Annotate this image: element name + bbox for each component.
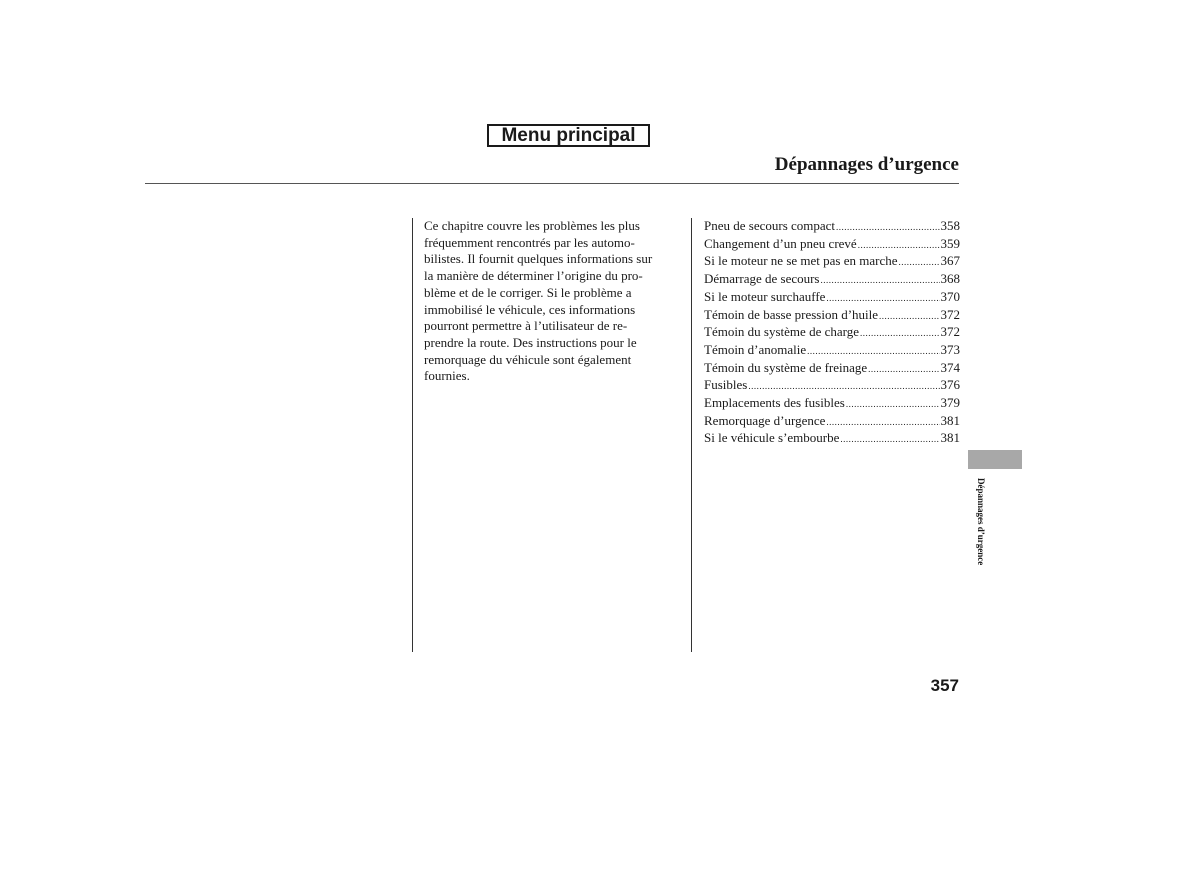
toc-entry-page: 368 [940,271,960,287]
dot-leader [860,325,940,342]
toc-entry-page: 358 [940,218,960,233]
toc-entry-label: Pneu de secours compact [704,218,836,233]
dot-leader [826,414,939,431]
intro-line: la manière de déterminer l’origine du pro- [424,268,643,284]
column-divider-middle [691,218,692,652]
intro-line: fréquemment rencontrés par les automo- [424,234,635,250]
chapter-tab-marker [968,450,1022,469]
toc-entry-systeme-charge[interactable] [704,324,960,342]
toc-entry-page: 379 [940,395,960,411]
column-divider-left [412,218,413,652]
main-menu-button[interactable]: Menu principal [487,124,650,147]
toc-entry-label: Fusibles [704,377,748,393]
toc-entry-label: Si le moteur ne se met pas en marche [704,253,898,269]
toc-entry-remorquage[interactable] [704,413,960,431]
dot-leader [836,219,939,236]
dot-leader [826,290,939,307]
dot-leader [846,396,940,413]
toc-entry-embourbe[interactable] [704,430,960,448]
toc-entry-label: Si le moteur surchauffe [704,288,826,304]
toc-entry-label: Témoin du système de charge [704,324,859,340]
toc-entry-page: 381 [940,412,960,428]
toc-entry-label: Changement d’un pneu crevé [704,235,857,251]
dot-leader [899,254,940,271]
toc-entry-page: 376 [940,377,960,393]
toc-entry-moteur-surchauffe[interactable] [704,289,960,307]
intro-line: bilistes. Il fournit quelques informations sur [424,251,653,267]
toc-entry-label: Si le véhicule s’embourbe [704,430,840,446]
dot-leader [840,431,939,448]
toc-entry-changement-pneu[interactable] [704,236,960,254]
page-title: Dépannages d’urgence [774,154,959,175]
intro-line: blème et de le corriger. Si le problème a [424,284,632,300]
intro-line: pourront permettre à l’utilisateur de re- [424,318,628,334]
dot-leader [858,237,940,254]
table-of-contents [704,218,960,448]
toc-entry-page: 359 [940,235,960,251]
toc-entry-pneu-secours[interactable] [704,218,960,236]
header-divider [145,183,959,184]
dot-leader [821,272,940,289]
toc-entry-label: Démarrage de secours [704,271,820,287]
toc-entry-page: 374 [940,359,960,375]
toc-entry-temoin-anomalie[interactable] [704,342,960,360]
toc-entry-systeme-freinage[interactable] [704,360,960,378]
toc-entry-label: Témoin du système de freinage [704,359,868,375]
toc-entry-page: 372 [940,306,960,322]
toc-entry-moteur-marche[interactable] [704,253,960,271]
toc-entry-page: 367 [940,253,960,269]
toc-entry-page: 373 [940,341,960,357]
toc-entry-emplacements-fusibles[interactable] [704,395,960,413]
toc-entry-label: Remorquage d’urgence [704,412,826,428]
dot-leader [748,378,939,395]
toc-entry-page: 381 [940,430,960,446]
toc-entry-page: 370 [940,288,960,304]
intro-line: immobilisé le véhicule, ces informations [424,301,636,317]
page-number: 357 [930,676,959,695]
toc-entry-demarrage-secours[interactable] [704,271,960,289]
toc-entry-pression-huile[interactable] [704,307,960,325]
intro-paragraph [424,218,676,385]
dot-leader [868,361,939,378]
dot-leader [879,308,939,325]
intro-line: fournies. [424,368,470,384]
intro-line: Ce chapitre couvre les problèmes les plus [424,218,640,233]
chapter-side-label: Dépannages d’urgence [976,478,986,566]
toc-entry-label: Témoin de basse pression d’huile [704,306,879,322]
intro-line: prendre la route. Des instructions pour le [424,334,637,350]
toc-entry-page: 372 [940,324,960,340]
dot-leader [807,343,939,360]
intro-line: remorquage du véhicule sont également [424,351,632,367]
toc-entry-fusibles[interactable] [704,377,960,395]
toc-entry-label: Emplacements des fusibles [704,395,845,411]
toc-entry-label: Témoin d’anomalie [704,341,807,357]
